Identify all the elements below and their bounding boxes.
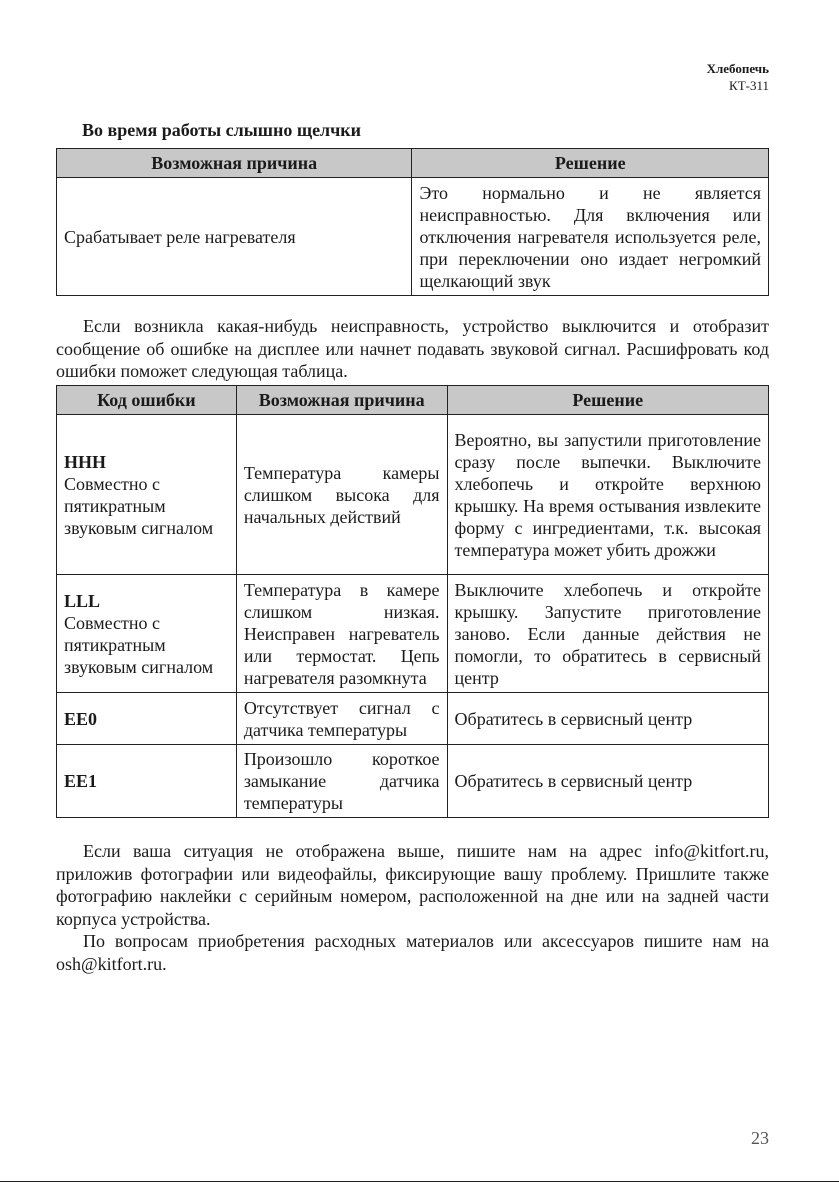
code-cell xyxy=(57,415,237,575)
header-solution: Решение xyxy=(447,386,768,415)
page-number: 23 xyxy=(751,1128,769,1148)
solution-cell: Обратитесь в сервисный центр xyxy=(447,693,768,745)
table-row xyxy=(57,745,769,818)
solution-cell: Выключите хлебопечь и откройте крышку. Запустите приготовление заново. Если данные действия не помогли, то обратитесь в сервисный центр xyxy=(447,575,768,693)
model-number: КТ-311 xyxy=(729,78,769,93)
table-row xyxy=(57,415,769,575)
code-cell xyxy=(57,745,237,818)
contact-paragraph: Если ваша ситуация не отображена выше, пишите нам на адрес info@kitfort.ru, приложив фотографии или видеофайлы, фиксирующие вашу проблему. Пришлите также фотографию наклейки с серийным номером, расположенной на дне или на задней части корпуса устройства. xyxy=(56,841,769,929)
error-code: LLL xyxy=(64,590,101,611)
table-row xyxy=(57,575,769,693)
table-header-row xyxy=(57,149,769,178)
error-code: EE0 xyxy=(64,708,98,729)
cause-cell: Температура камеры слишком высока для начальных действий xyxy=(236,415,447,575)
product-name: Хлебопечь xyxy=(706,61,769,76)
cause-cell: Температура в камере слишком низкая. Неисправен нагреватель или термостат. Цепь нагревателя разомкнута xyxy=(236,575,447,693)
header-code: Код ошибки xyxy=(57,386,237,415)
cause-cell: Срабатывает реле нагревателя xyxy=(57,178,412,296)
page-bottom-rule xyxy=(0,1181,839,1183)
error-codes-table xyxy=(56,385,769,818)
accessories-paragraph: По вопросам приобретения расходных материалов или аксессуаров пишите нам на osh@kitfort.ru. xyxy=(56,931,769,974)
solution-cell: Обратитесь в сервисный центр xyxy=(447,745,768,818)
error-code-note: Совместно с пятикратным звуковым сигналом xyxy=(64,612,214,677)
section-title: Во время работы слышно щелчки xyxy=(82,120,362,140)
page-header xyxy=(707,60,769,94)
intro-paragraph: Если возникла какая-нибудь неисправность, устройство выключится и отобразит сообщение об ошибке на дисплее или начнет подавать звуковой сигнал. Расшифровать код ошибки поможет следующая таблица. xyxy=(56,316,769,381)
error-code-note: Совместно с пятикратным звуковым сигналом xyxy=(64,473,214,538)
code-cell xyxy=(57,575,237,693)
cause-cell: Отсутствует сигнал с датчика температуры xyxy=(236,693,447,745)
error-code: HHH xyxy=(64,451,107,472)
solution-cell: Вероятно, вы запустили приготовление сразу после выпечки. Выключите хлебопечь и откройте верхнюю крышку. На время остывания извлеките форму с ингредиентами, т.к. высокая температура может убить дрожжи xyxy=(447,415,768,575)
solution-cell: Это нормально и не является неисправностью. Для включения или отключения нагревателя используется реле, при переключении оно издает негромкий щелкающий звук xyxy=(412,178,769,296)
header-cause: Возможная причина xyxy=(57,149,412,178)
header-solution: Решение xyxy=(412,149,769,178)
table-row xyxy=(57,178,769,296)
code-cell xyxy=(57,693,237,745)
table-header-row xyxy=(57,386,769,415)
clicks-table xyxy=(56,148,769,296)
error-code: EE1 xyxy=(64,771,98,791)
cause-cell: Произошло короткое замыкание датчика температуры xyxy=(236,745,447,818)
header-cause: Возможная причина xyxy=(236,386,447,415)
table-row xyxy=(57,693,769,745)
